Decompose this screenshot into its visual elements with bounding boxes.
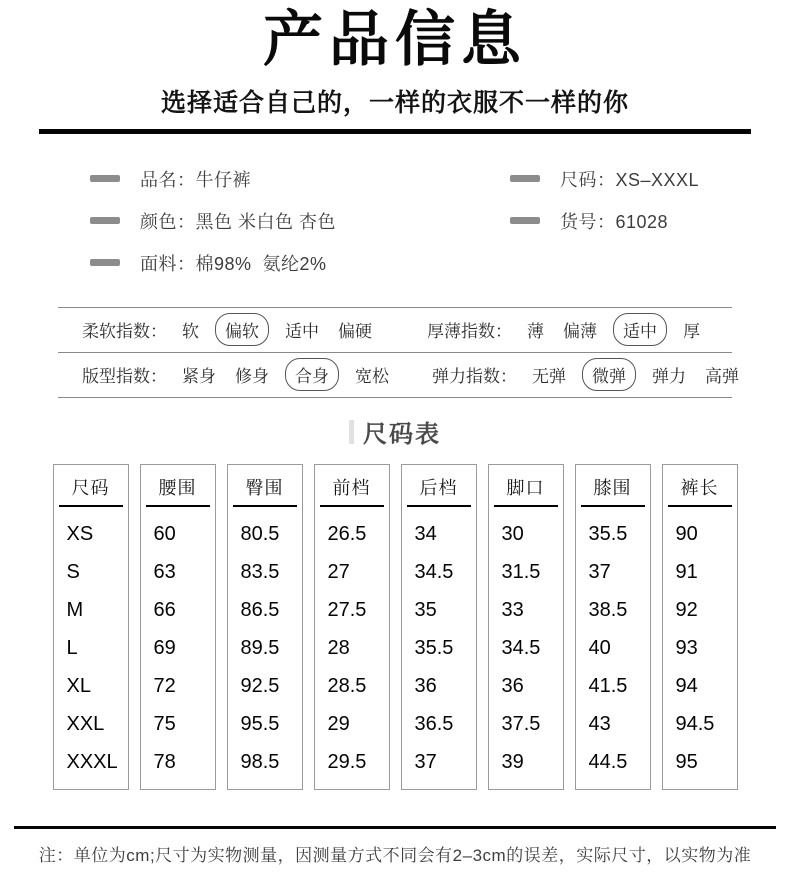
index-option: 薄 [527,322,544,342]
index-options [524,313,703,346]
size-chart-column [575,464,651,790]
product-info-value: 黑色 米白色 杏色 [195,211,337,232]
column-values [228,507,302,789]
index-label: 弹力指数： [432,367,517,387]
size-cell: 80.5 [240,522,280,545]
size-cell: 89.5 [240,636,280,659]
product-info-right [448,166,699,276]
product-info-text [140,166,251,192]
size-cell: 28 [327,636,350,659]
column-header: 臀围 [233,465,297,507]
size-cell: 37 [414,750,437,773]
index-label: 版型指数： [82,367,167,387]
product-info-value: 棉98% 氨纶2% [195,253,327,274]
product-info-value: 61028 [615,211,669,232]
product-info-section [0,166,790,276]
size-cell: XXXL [66,750,118,773]
size-chart-column [314,464,390,790]
size-chart-table [0,464,790,790]
index-option: 弹力 [652,367,686,387]
product-info-left [90,166,448,276]
column-header: 尺码 [59,465,123,507]
size-cell: 38.5 [588,598,628,621]
size-cell: XL [66,674,91,697]
size-cell: 69 [153,636,176,659]
size-cell: 37.5 [501,712,541,735]
column-header: 膝围 [581,465,645,507]
index-option: 偏硬 [338,322,372,342]
size-cell: 63 [153,560,176,583]
size-cell: 41.5 [588,674,628,697]
product-info-label: 颜色： [140,211,196,232]
index-option-selected: 微弹 [582,358,636,391]
size-cell: 35.5 [588,522,628,545]
size-cell: 72 [153,674,176,697]
size-chart-column [140,464,216,790]
product-info-row [90,166,448,192]
column-header: 前档 [320,465,384,507]
product-info-row [510,166,699,192]
size-cell: 94.5 [675,712,715,735]
index-group [58,358,392,391]
size-cell: 95.5 [240,712,280,735]
index-label: 柔软指数： [82,322,167,342]
page-subtitle: 选择适合自己的，一样的衣服不一样的你 [160,89,629,118]
size-cell: XXL [66,712,105,735]
size-cell: 29 [327,712,350,735]
column-header: 裤长 [668,465,732,507]
index-option: 修身 [235,367,269,387]
product-info-text [140,250,327,276]
product-info-row [90,250,448,276]
size-cell: 92.5 [240,674,280,697]
size-chart-column [227,464,303,790]
dash-icon [90,259,120,266]
product-info-label: 面料： [140,253,196,274]
size-cell: 90 [675,522,698,545]
size-cell: L [66,636,78,659]
size-cell: 36.5 [414,712,454,735]
size-cell: 30 [501,522,524,545]
index-option: 紧身 [182,367,216,387]
product-info-label: 货号： [560,211,616,232]
product-info-label: 品名： [140,169,196,190]
size-cell: 98.5 [240,750,280,773]
size-cell: 36 [414,674,437,697]
size-cell: M [66,598,84,621]
column-values [402,507,476,789]
size-cell: XS [66,522,94,545]
index-option: 适中 [285,322,319,342]
size-cell: 35.5 [414,636,454,659]
column-header: 腰围 [146,465,210,507]
column-header: 后档 [407,465,471,507]
size-cell: 94 [675,674,698,697]
index-options [179,358,392,391]
divider-bottom [14,826,776,829]
column-values [315,507,389,789]
size-cell: 75 [153,712,176,735]
size-cell: 60 [153,522,176,545]
index-option-selected: 适中 [613,313,667,346]
index-row [58,352,739,397]
index-group [58,313,387,346]
size-cell: 34.5 [501,636,541,659]
index-option: 宽松 [355,367,389,387]
product-info-row [510,208,699,234]
title-accent-bar-icon [349,420,354,444]
product-info-text [560,166,699,192]
size-cell: 34 [414,522,437,545]
dash-icon [510,217,540,224]
dash-icon [510,175,540,182]
size-chart-column [662,464,738,790]
size-cell: 86.5 [240,598,280,621]
size-chart-title-text: 尺码表 [363,421,441,449]
size-cell: 37 [588,560,611,583]
size-cell: 35 [414,598,437,621]
size-cell: 39 [501,750,524,773]
column-values [141,507,215,789]
index-group [387,313,732,346]
index-label: 厚薄指数： [427,322,512,342]
index-option: 偏薄 [563,322,597,342]
index-option-selected: 合身 [285,358,339,391]
size-chart-column [53,464,129,790]
size-cell: 91 [675,560,698,583]
size-cell: 40 [588,636,611,659]
index-section [58,307,739,398]
size-cell: 78 [153,750,176,773]
product-info-text [560,208,668,234]
size-cell: 33 [501,598,524,621]
size-chart-column [401,464,477,790]
size-cell: 66 [153,598,176,621]
size-cell: 36 [501,674,524,697]
index-group [392,358,742,391]
index-row [58,308,732,352]
index-options [529,358,742,391]
product-info-label: 尺码： [560,169,616,190]
product-info-value: XS–XXXL [615,169,700,190]
product-info-value: 牛仔裤 [195,169,251,190]
column-values [576,507,650,789]
size-cell: 28.5 [327,674,367,697]
column-values [54,507,128,789]
size-cell: 27 [327,560,350,583]
size-cell: 26.5 [327,522,367,545]
index-options [179,313,375,346]
product-info-row [90,208,448,234]
index-option-selected: 偏软 [215,313,269,346]
size-cell: S [66,560,80,583]
index-option: 无弹 [532,367,566,387]
column-values [663,507,737,789]
size-cell: 27.5 [327,598,367,621]
size-cell: 29.5 [327,750,367,773]
dash-icon [90,175,120,182]
column-header: 脚口 [494,465,558,507]
product-info-text [140,208,336,234]
index-option: 高弹 [705,367,739,387]
index-option: 软 [182,322,199,342]
size-cell: 31.5 [501,560,541,583]
size-cell: 92 [675,598,698,621]
size-cell: 93 [675,636,698,659]
index-option: 厚 [683,322,700,342]
dash-icon [90,217,120,224]
size-cell: 44.5 [588,750,628,773]
column-values [489,507,563,789]
page-title: 产品信息 [263,6,527,73]
size-cell: 34.5 [414,560,454,583]
size-chart-column [488,464,564,790]
size-chart-title [0,417,790,447]
divider-top [39,129,751,134]
footer-note: 注：单位为cm;尺寸为实物测量，因测量方式不同会有2–3cm的误差，实际尺寸，以实物为准 [38,845,752,865]
size-cell: 95 [675,750,698,773]
size-cell: 43 [588,712,611,735]
size-cell: 83.5 [240,560,280,583]
